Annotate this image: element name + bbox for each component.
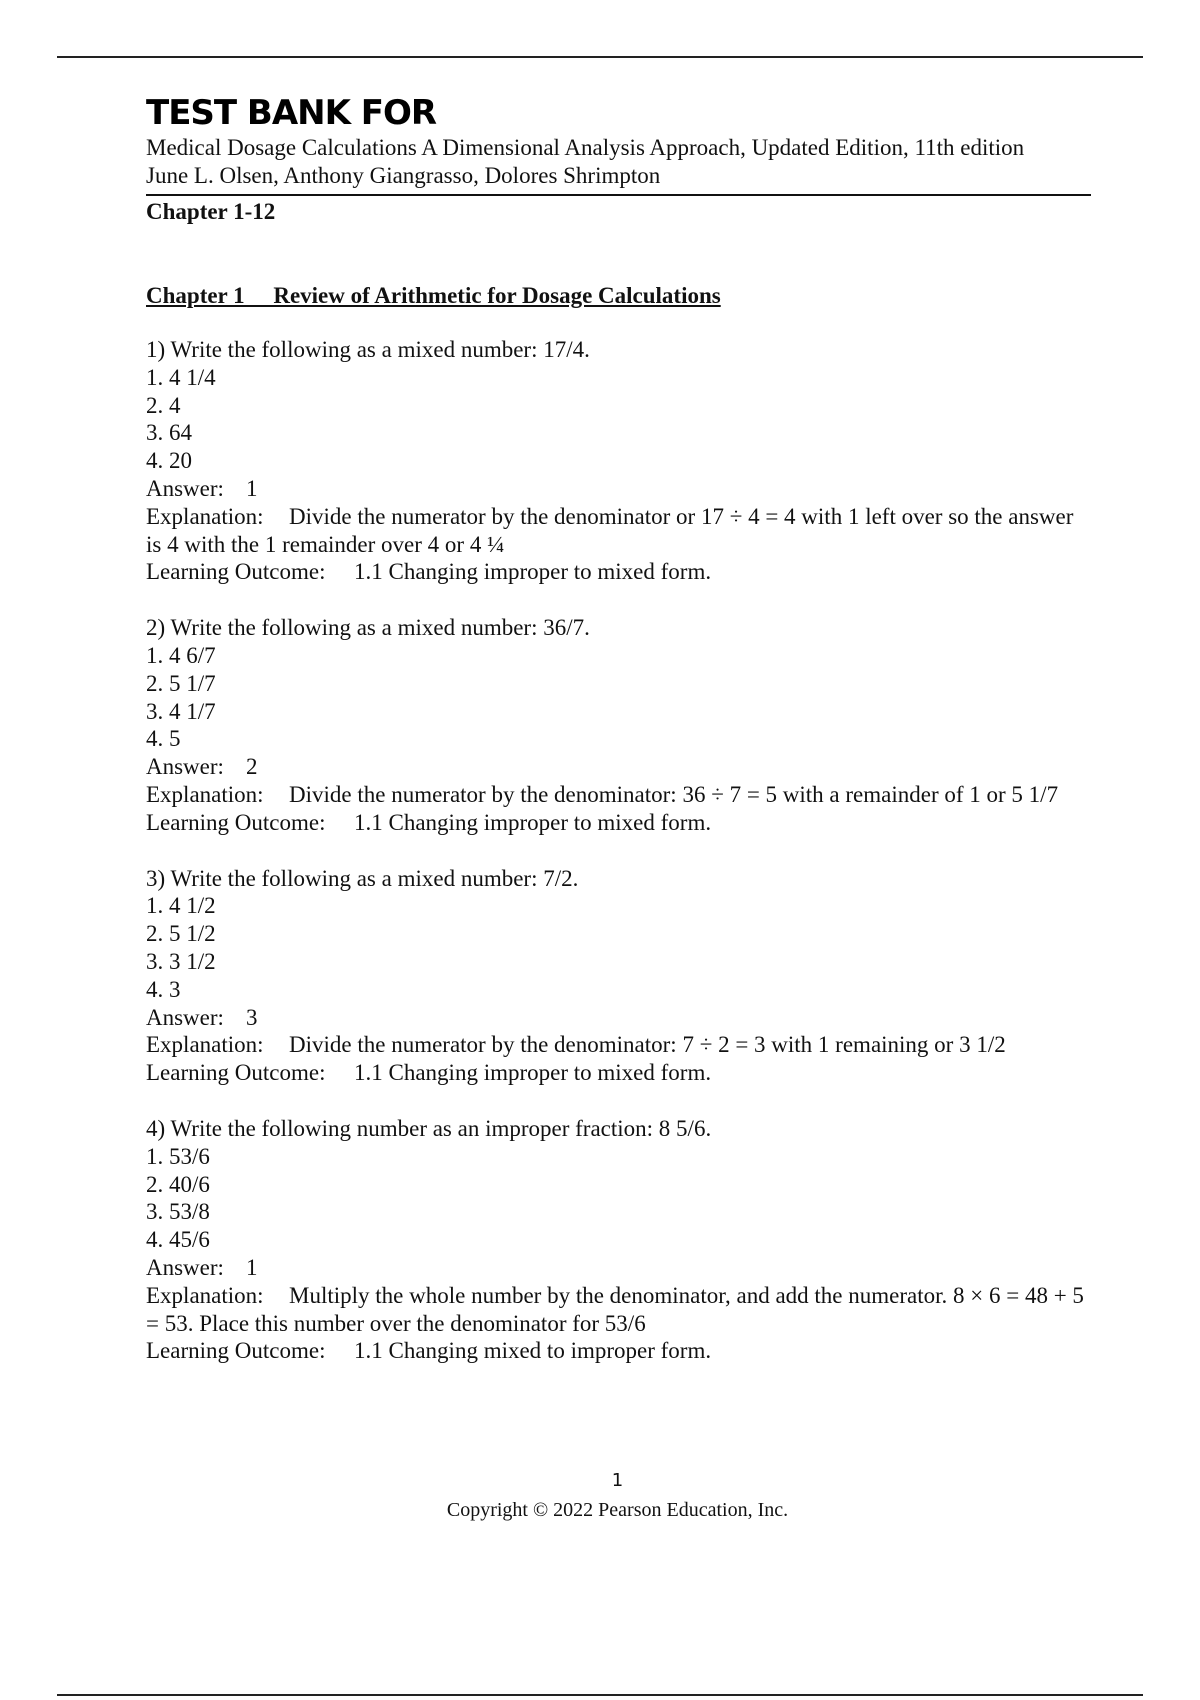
chapter-range: Chapter 1-12 [146, 199, 276, 224]
learning-outcome-line [146, 1059, 1091, 1087]
answer-option: 2. 5 1/7 [146, 670, 216, 696]
answer-label: Answer: [146, 754, 224, 780]
page-top-rule [57, 56, 1143, 58]
question-prompt: 4) Write the following number as an improper fraction: 8 5/6. [146, 1115, 712, 1141]
document-body [146, 92, 1091, 1393]
explanation-line [146, 1031, 1091, 1059]
answer-option: 4. 45/6 [146, 1227, 210, 1253]
answer-value: 3 [246, 1004, 258, 1030]
answer-option: 1. 4 6/7 [146, 642, 216, 668]
learning-outcome-label: Learning Outcome: [146, 1060, 326, 1086]
page-number: 1 [611, 1470, 624, 1491]
explanation-text: Multiply the whole number by the denominator, and add the numerator. 8 × 6 = 48 + 5 = 53. Place this number over the denominator for 53/6 [146, 1282, 1084, 1336]
explanation-label: Explanation: [146, 1032, 264, 1058]
explanation-text: Divide the numerator by the denominator or 17 ÷ 4 = 4 with 1 left over so the answer is 4 with the 1 remainder over 4 or 4 ¼ [146, 503, 1074, 557]
learning-outcome-text: 1.1 Changing mixed to improper form. [354, 1338, 712, 1364]
question-prompt: 3) Write the following as a mixed number: 7/2. [146, 865, 579, 891]
answer-value: 1 [246, 1254, 258, 1280]
chapter-heading: Chapter 1 Review of Arithmetic for Dosage Calculations [146, 283, 721, 308]
explanation-line [146, 503, 1091, 559]
learning-outcome-line [146, 809, 1091, 837]
answer-line [146, 475, 1091, 503]
authors: June L. Olsen, Anthony Giangrasso, Dolores Shrimpton [146, 163, 661, 188]
answer-option: 2. 4 [146, 392, 181, 418]
answer-line [146, 753, 1091, 781]
page-bottom-rule [57, 1694, 1143, 1696]
answer-line [146, 1004, 1091, 1032]
answer-option: 3. 3 1/2 [146, 948, 216, 974]
question-2 [146, 614, 1091, 836]
learning-outcome-line [146, 558, 1091, 586]
answer-option: 2. 5 1/2 [146, 921, 216, 947]
learning-outcome-text: 1.1 Changing improper to mixed form. [354, 1060, 712, 1086]
question-list [146, 336, 1091, 1365]
answer-label: Answer: [146, 1004, 224, 1030]
answer-option: 3. 64 [146, 420, 192, 446]
learning-outcome-label: Learning Outcome: [146, 559, 326, 585]
learning-outcome-line [146, 1337, 1091, 1365]
header-divider [146, 194, 1091, 196]
learning-outcome-label: Learning Outcome: [146, 809, 326, 835]
document-title: TEST BANK FOR [146, 93, 437, 133]
question-prompt: 2) Write the following as a mixed number: 36/7. [146, 615, 590, 641]
answer-value: 1 [246, 475, 258, 501]
answer-option: 1. 53/6 [146, 1143, 210, 1169]
answer-value: 2 [246, 754, 258, 780]
explanation-label: Explanation: [146, 781, 264, 807]
answer-option: 4. 5 [146, 726, 181, 752]
answer-option: 1. 4 1/2 [146, 893, 216, 919]
learning-outcome-label: Learning Outcome: [146, 1338, 326, 1364]
question-1 [146, 336, 1091, 586]
book-title: Medical Dosage Calculations A Dimensional Analysis Approach, Updated Edition, 11th edition [146, 135, 1025, 160]
answer-option: 2. 40/6 [146, 1171, 210, 1197]
answer-option: 3. 53/8 [146, 1199, 210, 1225]
explanation-label: Explanation: [146, 503, 264, 529]
answer-option: 3. 4 1/7 [146, 698, 216, 724]
answer-option: 4. 20 [146, 448, 192, 474]
explanation-line [146, 781, 1091, 809]
answer-option: 4. 3 [146, 976, 181, 1002]
answer-label: Answer: [146, 1254, 224, 1280]
question-4 [146, 1115, 1091, 1365]
explanation-text: Divide the numerator by the denominator: 36 ÷ 7 = 5 with a remainder of 1 or 5 1/7 [289, 781, 1059, 807]
copyright-notice: Copyright © 2022 Pearson Education, Inc. [446, 1499, 789, 1521]
answer-line [146, 1254, 1091, 1282]
question-3 [146, 865, 1091, 1087]
question-prompt: 1) Write the following as a mixed number: 17/4. [146, 337, 590, 362]
explanation-text: Divide the numerator by the denominator: 7 ÷ 2 = 3 with 1 remaining or 3 1/2 [289, 1032, 1006, 1058]
explanation-label: Explanation: [146, 1282, 264, 1308]
explanation-line [146, 1282, 1091, 1338]
answer-option: 1. 4 1/4 [146, 364, 216, 390]
learning-outcome-text: 1.1 Changing improper to mixed form. [354, 559, 712, 585]
learning-outcome-text: 1.1 Changing improper to mixed form. [354, 809, 712, 835]
answer-label: Answer: [146, 475, 224, 501]
